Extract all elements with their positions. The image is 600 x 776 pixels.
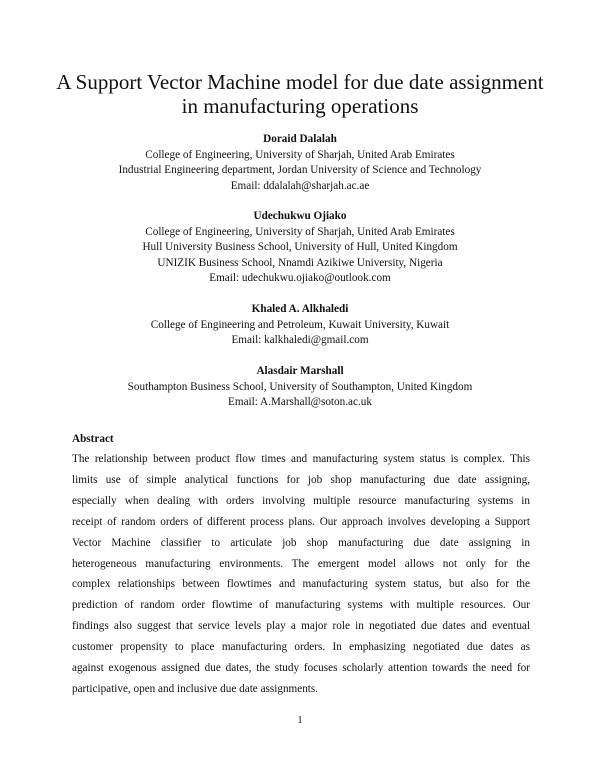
- abstract-line: receipt of random orders of different process plans. Our approach involves developing a Support: [72, 515, 530, 528]
- author-name: Udechukwu Ojiako: [253, 210, 347, 222]
- author-email: Email: udechukwu.ojiako@outlook.com: [209, 272, 391, 285]
- abstract-line: complex relationships between flowtimes and manufacturing system status, but also for the: [72, 578, 530, 591]
- abstract-line: limits use of simple analytical functions for job shop manufacturing due date assigning,: [72, 473, 530, 486]
- abstract-line: Vector Machine classifier to articulate job shop manufacturing due date assigning in: [72, 536, 530, 549]
- author-affiliation: College of Engineering, University of Sharjah, United Arab Emirates: [145, 148, 455, 161]
- abstract-line: against exogenous assigned due dates, the study focuses scholarly attention towards the need for: [72, 662, 530, 675]
- author-email: Email: ddalalah@sharjah.ac.ae: [230, 179, 370, 192]
- page-number: 1: [297, 715, 303, 726]
- abstract-line: customer propensity to place manufacturing orders. In emphasizing negotiated due dates as: [72, 641, 530, 654]
- title-line: in manufacturing operations: [181, 94, 419, 118]
- author-affiliation: Industrial Engineering department, Jordan University of Science and Technology: [118, 164, 482, 177]
- author-name: Doraid Dalalah: [263, 133, 337, 145]
- author-block-alkhaledi: [60, 302, 540, 349]
- paper-title: [40, 70, 560, 118]
- title-line: A Support Vector Machine model for due date assignment: [56, 70, 544, 94]
- author-affiliation: College of Engineering and Petroleum, Kuwait University, Kuwait: [150, 318, 450, 331]
- abstract-line: The relationship between product flow times and manufacturing system status is complex. This: [72, 453, 530, 465]
- author-affiliation: UNIZIK Business School, Nnamdi Azikiwe University, Nigeria: [157, 256, 443, 269]
- author-affiliation: Southampton Business School, University of Southampton, United Kingdom: [127, 380, 473, 393]
- abstract-line: prediction of random order flowtime of manufacturing systems with multiple resources. Our: [72, 599, 530, 612]
- abstract-line: heterogeneous manufacturing environments. The emergent model allows not only for the: [72, 557, 530, 570]
- author-affiliation: College of Engineering, University of Sharjah, United Arab Emirates: [145, 225, 455, 238]
- author-block-dalalah: [60, 132, 540, 194]
- author-name: Alasdair Marshall: [256, 365, 344, 377]
- author-email: Email: kalkhaledi@gmail.com: [231, 334, 369, 347]
- author-name: Khaled A. Alkhaledi: [251, 303, 349, 315]
- author-block-marshall: [60, 364, 540, 411]
- abstract-line: participative, open and inclusive due date assignments.: [72, 682, 319, 695]
- abstract-line: findings also suggest that service levels play a major role in negotiated due dates and eventual: [72, 620, 530, 633]
- abstract-section: [72, 431, 530, 700]
- abstract-heading: Abstract: [72, 433, 114, 445]
- author-affiliation: Hull University Business School, University of Hull, United Kingdom: [142, 241, 458, 254]
- abstract-line: especially when dealing with orders involving multiple resource manufacturing systems in: [72, 494, 530, 507]
- author-block-ojiako: [60, 209, 540, 287]
- author-email: Email: A.Marshall@soton.ac.uk: [228, 396, 372, 409]
